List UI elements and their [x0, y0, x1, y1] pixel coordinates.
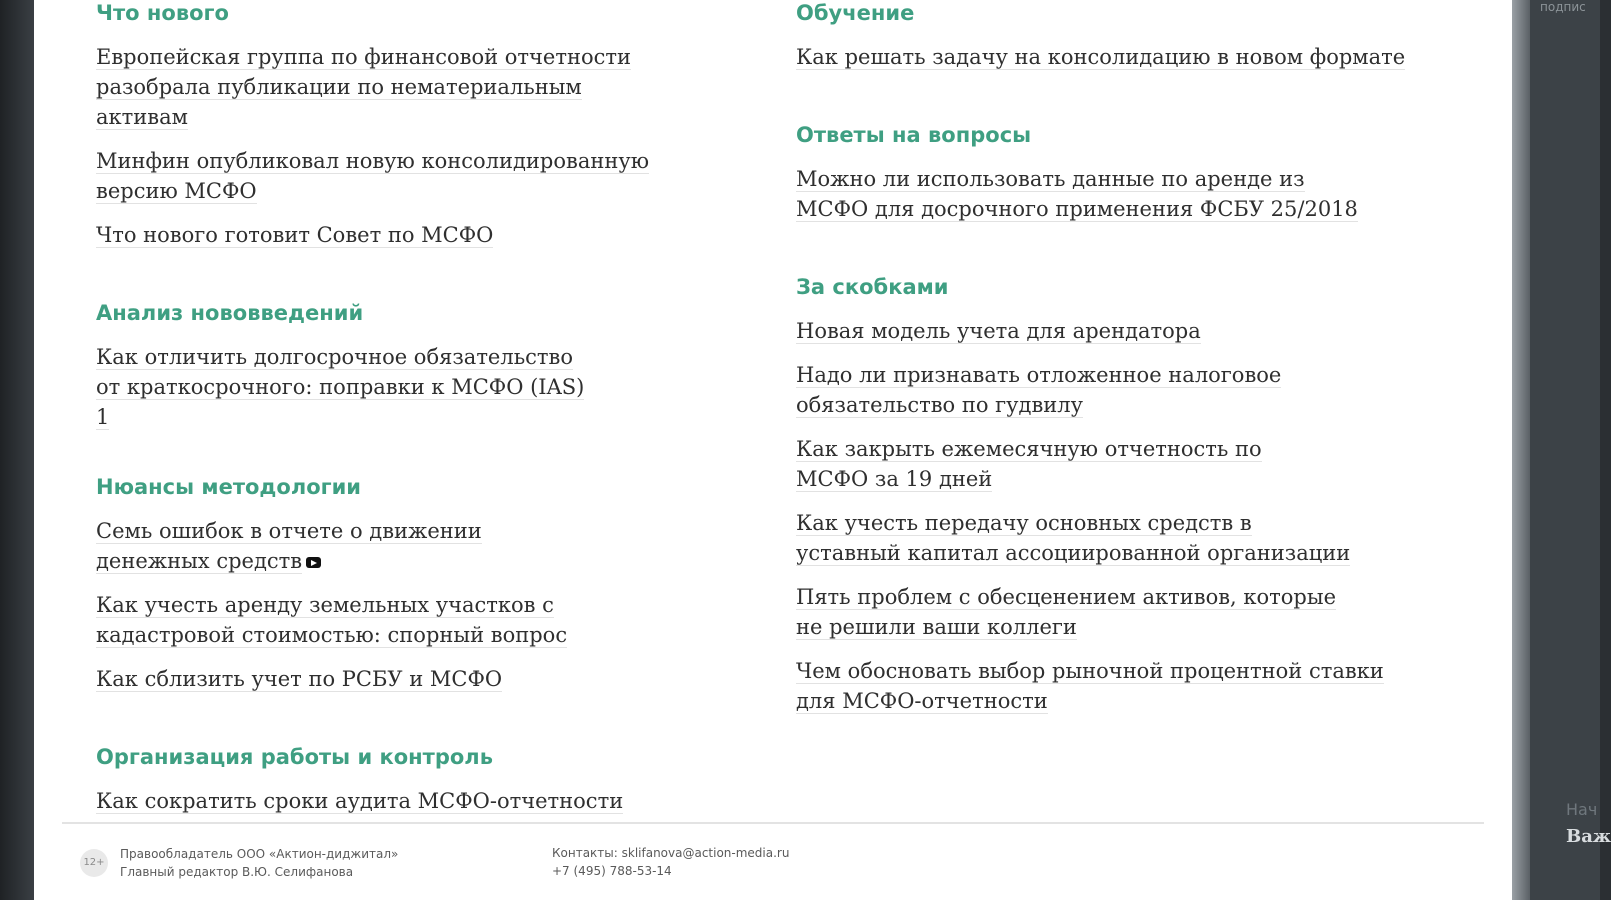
section-title: Что нового: [96, 1, 229, 25]
editor-text: Главный редактор В.Ю. Селифанова: [120, 865, 354, 879]
age-rating-badge: 12+: [80, 849, 108, 877]
viewer-right-panel: [1530, 0, 1611, 900]
article-link[interactable]: Чем обосновать выбор рыночной процентной ставки для МСФО-отчетности: [796, 659, 1384, 713]
section-analysis: [96, 300, 716, 432]
section-beyond-brackets: [796, 274, 1416, 716]
panel-start-label[interactable]: Нач: [1566, 800, 1598, 819]
article-link[interactable]: Как сократить сроки аудита МСФО-отчетности: [96, 789, 624, 813]
page-footer: [34, 836, 1512, 900]
section-qa: [796, 122, 1416, 224]
footer-contacts: [552, 844, 789, 880]
article-link[interactable]: Минфин опубликовал новую консолидированную версию МСФО: [96, 149, 649, 203]
contacts-email[interactable]: Контакты: sklifanova@action-media.ru: [552, 846, 790, 860]
article-link[interactable]: Как сблизить учет по РСБУ и МСФО: [96, 667, 503, 691]
magazine-contents-page: [34, 0, 1512, 900]
article-link[interactable]: Как учесть передачу основных средств в уставный капитал ассоциированной организации: [796, 511, 1351, 565]
section-organization: [96, 744, 716, 816]
video-icon: [306, 557, 321, 568]
article-link[interactable]: Можно ли использовать данные по аренде из МСФО для досрочного применения ФСБУ 25/2018: [796, 167, 1358, 221]
section-title: Обучение: [796, 1, 915, 25]
right-column: [796, 0, 1416, 738]
article-link[interactable]: Европейская группа по финансовой отчетности разобрала публикации по нематериальным активам: [96, 45, 631, 129]
section-title: За скобками: [796, 275, 949, 299]
panel-hint-text: подпис: [1540, 0, 1586, 14]
viewer-left-frame: [0, 0, 34, 900]
article-link[interactable]: Как закрыть ежемесячную отчетность по МСФО за 19 дней: [796, 437, 1262, 491]
section-title: Анализ нововведений: [96, 301, 364, 325]
article-link[interactable]: Пять проблем с обесценением активов, которые не решили ваши коллеги: [796, 585, 1337, 639]
article-link[interactable]: Как отличить долгосрочное обязательство от краткосрочного: поправки к МСФО (IAS) 1: [96, 345, 585, 429]
article-link[interactable]: Что нового готовит Совет по МСФО: [96, 223, 494, 247]
article-link[interactable]: Новая модель учета для арендатора: [796, 319, 1201, 343]
section-title: Ответы на вопросы: [796, 123, 1032, 147]
section-title: Нюансы методологии: [96, 475, 362, 499]
section-methodology: [96, 474, 716, 694]
article-link[interactable]: Как учесть аренду земельных участков с кадастровой стоимостью: спорный вопрос: [96, 593, 568, 647]
left-column: [96, 0, 716, 838]
article-link[interactable]: Семь ошибок в отчете о движении денежных средств: [96, 519, 482, 573]
viewer-page-edge: [1512, 0, 1530, 900]
section-whats-new: [96, 0, 716, 250]
article-link[interactable]: Как решать задачу на консолидацию в новом формате: [796, 45, 1406, 69]
section-training: [796, 0, 1416, 72]
footer-divider: [62, 822, 1484, 824]
article-link[interactable]: Надо ли признавать отложенное налоговое обязательство по гудвилу: [796, 363, 1282, 417]
footer-credits: [120, 845, 398, 881]
contacts-phone: +7 (495) 788-53-14: [552, 864, 672, 878]
section-title: Организация работы и контроль: [96, 745, 493, 769]
panel-important-label[interactable]: Важ: [1566, 826, 1611, 847]
rightholder-text: Правообладатель ООО «Актион-диджитал»: [120, 847, 399, 861]
